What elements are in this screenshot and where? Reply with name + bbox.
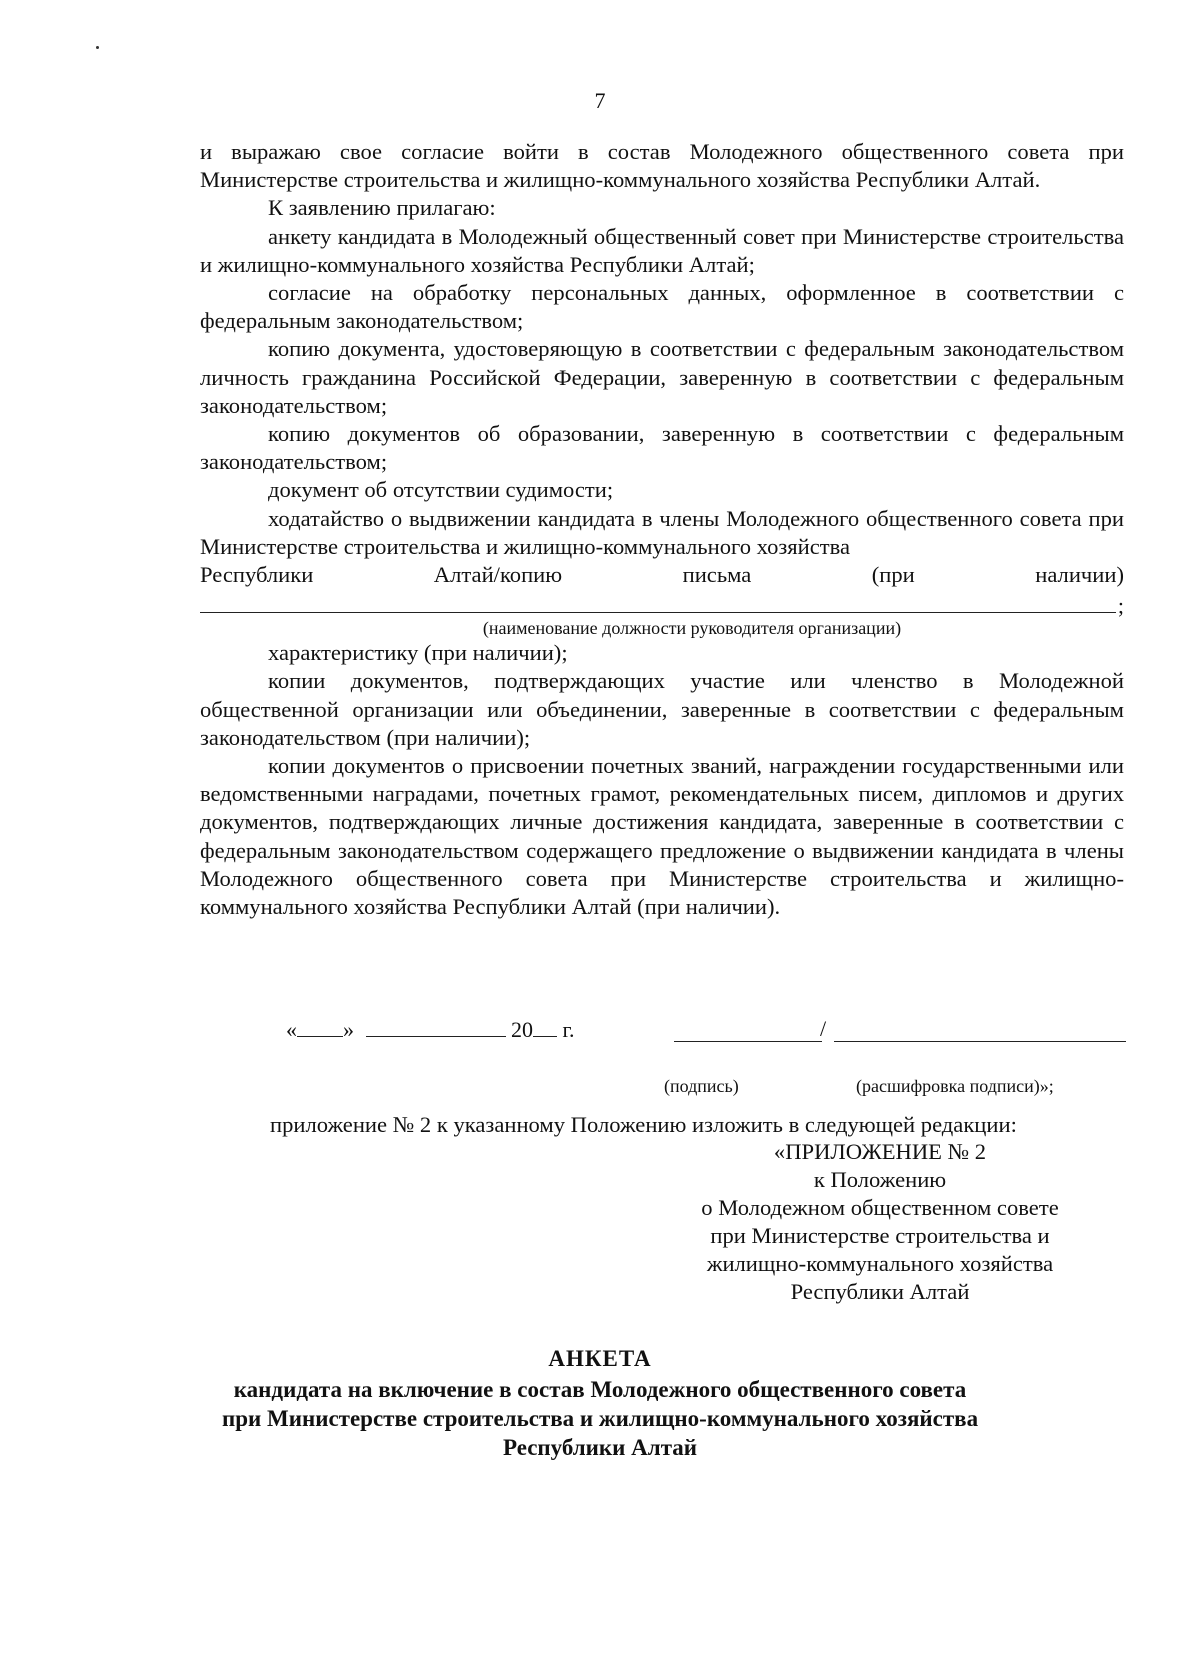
- attachment-item-membership-docs: копии документов, подтверждающих участие или членство в Молодежной общественной организации или объединении, заверенные в соответствии с федеральным законодательством (при наличии);: [200, 668, 1124, 750]
- quote-open: «: [286, 1017, 297, 1042]
- paragraph-attachments-intro: К заявлению прилагаю:: [268, 195, 496, 221]
- signature-row: [286, 1016, 1126, 1046]
- amendment-text: приложение № 2 к указанному Положению изложить в следующей редакции:: [270, 1112, 1017, 1137]
- signature-caption: (подпись): [664, 1076, 739, 1096]
- attachment-item-no-criminal-record: документ об отсутствии судимости;: [268, 477, 614, 503]
- form-subtitle-line: кандидата на включение в состав Молодежного общественного совета: [233, 1377, 967, 1402]
- signature-blank: [674, 1041, 822, 1042]
- page-number: 7: [594, 88, 606, 113]
- month-blank: [366, 1016, 506, 1037]
- appendix-line: жилищно-коммунального хозяйства: [706, 1251, 1054, 1276]
- appendix-header: [660, 1138, 1100, 1306]
- signature-decoding-blank: [834, 1041, 1126, 1042]
- attachment-item-education-docs: копию документов об образовании, заверенную в соответствии с федеральным законодательством;: [200, 421, 1124, 475]
- attachment-item-petition-cont: Республики Алтай/копию письма (при наличии): [200, 562, 1124, 588]
- form-subtitle-line: Республики Алтай: [502, 1435, 698, 1460]
- form-title-block: [0, 1344, 1200, 1462]
- body-text: [200, 138, 1124, 921]
- attachment-item-reference: характеристику (при наличии);: [268, 640, 568, 666]
- quote-close: »: [343, 1017, 354, 1042]
- appendix-line: при Министерстве строительства и: [710, 1223, 1050, 1248]
- appendix-line: к Положению: [813, 1167, 947, 1192]
- blank-caption: (наименование должности руководителя организации): [482, 618, 902, 639]
- signature-slash: /: [820, 1016, 827, 1041]
- attachment-item-questionnaire: анкету кандидата в Молодежный общественный совет при Министерстве строительства и жилищно-коммунального хозяйства Республики Алтай;: [200, 223, 1124, 277]
- appendix-line: «ПРИЛОЖЕНИЕ № 2: [773, 1139, 987, 1164]
- scan-speck: [96, 46, 99, 49]
- appendix-line: Республики Алтай: [790, 1279, 970, 1304]
- year-blank: [533, 1016, 557, 1037]
- organization-head-blank: [200, 593, 1124, 617]
- year-suffix: г.: [562, 1017, 575, 1042]
- appendix-line: о Молодежном общественном совете: [701, 1195, 1059, 1220]
- form-title: АНКЕТА: [548, 1346, 652, 1371]
- attachment-item-petition: ходатайство о выдвижении кандидата в члены Молодежного общественного совета при Министерстве строительства и жилищно-коммунального хозяйства: [200, 505, 1124, 559]
- attachment-item-awards-docs: копии документов о присвоении почетных званий, награждении государственными или ведомственными наградами, почетных грамот, рекомендательных писем, дипломов и других документов, подтверждающих личные достижения кандидата, заверенные в соответствии с федеральным законодательством содержащего предложение о выдвижении кандидата в члены Молодежного общественного совета при Министерстве строительства и жилищно-коммунального хозяйства Республики Алтай (при наличии).: [200, 753, 1124, 920]
- year-prefix: 20: [511, 1017, 533, 1042]
- paragraph-consent: и выражаю свое согласие войти в состав Молодежного общественного совета при Министерстве строительства и жилищно-коммунального хозяйства Республики Алтай.: [200, 139, 1124, 193]
- form-subtitle-line: при Министерстве строительства и жилищно-коммунального хозяйства: [221, 1406, 979, 1431]
- attachment-item-identity-doc: копию документа, удостоверяющую в соответствии с федеральным законодательством личность гражданина Российской Федерации, заверенную в соответствии с федеральным законодательством;: [200, 336, 1124, 418]
- blank-semicolon: ;: [1117, 593, 1124, 619]
- date-field: [286, 1016, 575, 1043]
- fill-in-line: [200, 612, 1116, 613]
- attachment-item-personal-data: согласие на обработку персональных данных, оформленное в соответствии с федеральным законодательством;: [200, 280, 1124, 334]
- signature-field: [674, 1016, 1126, 1042]
- day-blank: [297, 1016, 343, 1037]
- decoding-caption: (расшифровка подписи)»;: [856, 1076, 1054, 1096]
